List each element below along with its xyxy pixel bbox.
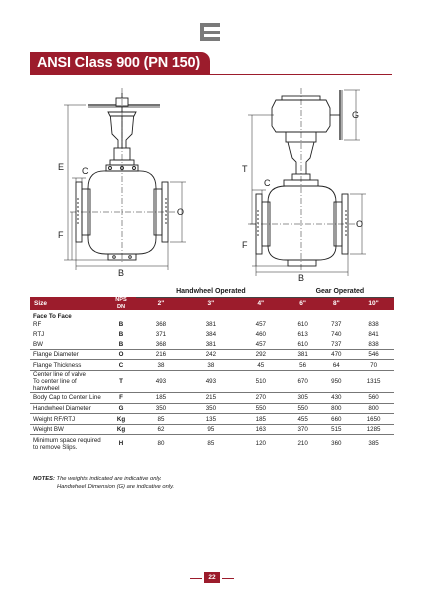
table-cell: 38 <box>186 360 236 371</box>
dim-label-c: C <box>82 166 89 176</box>
table-cell: 120 <box>236 435 286 453</box>
dim-label-b: B <box>118 268 125 278</box>
page-title: ANSI Class 900 (PN 150) <box>30 52 210 74</box>
table-cell: 610 <box>297 321 308 329</box>
notes-line-2: Handwheel Dimension (G) are indicative only. <box>57 483 175 490</box>
table-cell: 610 <box>297 340 308 348</box>
table-cell: 455 <box>286 414 320 425</box>
row-label: Weight BW <box>30 424 106 435</box>
table-row <box>30 414 394 425</box>
notes <box>33 476 174 491</box>
table-cell: 56 <box>286 360 320 371</box>
table-cell: 360 <box>319 435 353 453</box>
row-label: Minimum space required to remove Slips. <box>30 435 106 453</box>
table-cell: 371 <box>155 330 167 338</box>
title-bar <box>30 52 392 75</box>
table-cell: 85 <box>136 414 186 425</box>
table-cell: 838 <box>368 321 379 329</box>
size-col-header: 2" <box>136 297 186 310</box>
row-unit: O <box>106 349 136 360</box>
row-unit: B <box>118 330 124 338</box>
notes-heading: NOTES: <box>33 476 55 482</box>
row-unit: F <box>106 393 136 404</box>
table-cell: 457 <box>255 340 266 348</box>
size-col-header: 3" <box>186 297 236 310</box>
row-unit: B <box>118 321 124 329</box>
row-label: Flange Thickness <box>30 360 106 371</box>
size-col-header: 8" <box>319 297 353 310</box>
table-row <box>30 435 394 453</box>
row-label: RTJ <box>33 330 45 338</box>
table-header-row <box>30 297 394 310</box>
table-cell: 457 <box>255 321 266 329</box>
table-cell: 460 <box>255 330 266 338</box>
table-cell: 38 <box>136 360 186 371</box>
table-cell: 950 <box>319 371 353 393</box>
table-cell: 430 <box>319 393 353 404</box>
dimensions-table <box>30 287 394 452</box>
table-row <box>30 330 394 340</box>
table-row <box>30 371 394 393</box>
table-cell: 613 <box>297 330 308 338</box>
table-cell: 350 <box>186 403 236 414</box>
table-cell: 215 <box>186 393 236 404</box>
table-cell: 370 <box>286 424 320 435</box>
table-cell: 510 <box>236 371 286 393</box>
table-cell: 515 <box>319 424 353 435</box>
row-unit: Kg <box>106 424 136 435</box>
dim-label-g: G <box>352 110 360 120</box>
table-cell: 493 <box>186 371 236 393</box>
section-row <box>30 310 394 320</box>
table-cell: 800 <box>319 403 353 414</box>
table-cell: 838 <box>368 340 379 348</box>
table-cell: 493 <box>136 371 186 393</box>
size-col-header: 6" <box>286 297 320 310</box>
table-cell: 381 <box>205 321 217 329</box>
table-cell: 384 <box>205 330 217 338</box>
table-cell: 95 <box>186 424 236 435</box>
table-cell: 62 <box>136 424 186 435</box>
table-cell: 670 <box>286 371 320 393</box>
table-cell: 45 <box>236 360 286 371</box>
dim-label-f-gear: F <box>242 240 248 250</box>
table-cell: 163 <box>236 424 286 435</box>
table-cell: 216 <box>136 349 186 360</box>
table-row <box>30 424 394 435</box>
table-cell: 800 <box>353 403 394 414</box>
table-cell: 1650 <box>353 414 394 425</box>
table-row <box>30 403 394 414</box>
table-cell: 185 <box>136 393 186 404</box>
nps-label: NPS <box>115 297 127 304</box>
valve-drawings <box>30 78 394 282</box>
table-cell: 305 <box>286 393 320 404</box>
table-cell: 1315 <box>353 371 394 393</box>
table-cell: 135 <box>186 414 236 425</box>
brand-c-logo-icon <box>200 23 220 41</box>
table-cell: 381 <box>286 349 320 360</box>
table-cell: 185 <box>236 414 286 425</box>
row-label: Flange Diameter <box>30 349 106 360</box>
table-cell: 740 <box>331 330 342 338</box>
table-cell: 470 <box>319 349 353 360</box>
row-unit: C <box>106 360 136 371</box>
group-handwheel-operated: Handwheel Operated <box>136 287 286 297</box>
dim-label-o: O <box>177 207 185 217</box>
table-group-row <box>30 287 394 297</box>
size-col-header: 10" <box>353 297 394 310</box>
table-row <box>30 360 394 371</box>
table-cell: 841 <box>368 330 379 338</box>
table-cell: 85 <box>186 435 236 453</box>
table-row <box>30 393 394 404</box>
table-cell: 64 <box>319 360 353 371</box>
table-cell: 368 <box>155 340 167 348</box>
table-cell: 737 <box>331 340 342 348</box>
footer-rule-left <box>190 578 202 579</box>
row-label: RF <box>33 321 42 329</box>
size-header: Size <box>30 297 106 310</box>
section-title: Face To Face <box>33 312 72 320</box>
table-row <box>30 339 394 349</box>
row-unit: G <box>106 403 136 414</box>
notes-line-1: The weights indicated are indicative only. <box>56 476 162 482</box>
dim-label-f: F <box>58 230 64 240</box>
table-cell: 270 <box>236 393 286 404</box>
dim-label-t: T <box>242 164 248 174</box>
table-cell: 385 <box>353 435 394 453</box>
row-label: BW <box>33 340 43 348</box>
dim-label-c-gear: C <box>264 178 271 188</box>
dim-label-e: E <box>58 162 65 172</box>
table-cell: 1285 <box>353 424 394 435</box>
dim-label-o-gear: O <box>356 219 364 229</box>
table-cell: 292 <box>236 349 286 360</box>
table-cell: 80 <box>136 435 186 453</box>
row-unit: Kg <box>106 414 136 425</box>
handwheel-valve-drawing <box>64 88 186 270</box>
row-unit: B <box>118 340 124 348</box>
table-row <box>30 320 394 330</box>
page-number: 22 <box>204 572 220 583</box>
table-cell: 550 <box>286 403 320 414</box>
table-row <box>30 349 394 360</box>
row-label: Center line of valve To center line of hanwheel <box>30 371 106 393</box>
table-cell: 350 <box>136 403 186 414</box>
row-unit: H <box>106 435 136 453</box>
group-gear-operated: Gear Operated <box>286 287 394 297</box>
row-label: Handwheel Diameter <box>30 403 106 414</box>
table-cell: 242 <box>186 349 236 360</box>
footer-rule-right <box>222 578 234 579</box>
dim-label-b-gear: B <box>298 273 305 282</box>
table-cell: 660 <box>319 414 353 425</box>
table-cell: 210 <box>286 435 320 453</box>
table-cell: 368 <box>155 321 167 329</box>
table-cell: 550 <box>236 403 286 414</box>
gear-drawing-labels <box>242 110 363 282</box>
row-label: Weight RF/RTJ <box>30 414 106 425</box>
dn-label: DN <box>116 303 126 310</box>
table-cell: 737 <box>331 321 342 329</box>
handwheel-drawing-labels <box>58 162 184 278</box>
table-cell: 381 <box>205 340 217 348</box>
size-col-header: 4" <box>236 297 286 310</box>
table-cell: 560 <box>353 393 394 404</box>
row-label: Body Cap to Center Line <box>30 393 106 404</box>
table-cell: 70 <box>353 360 394 371</box>
nps-dn-header <box>106 297 136 310</box>
page-number-footer <box>190 572 234 584</box>
table-cell: 546 <box>353 349 394 360</box>
row-unit: T <box>106 371 136 393</box>
